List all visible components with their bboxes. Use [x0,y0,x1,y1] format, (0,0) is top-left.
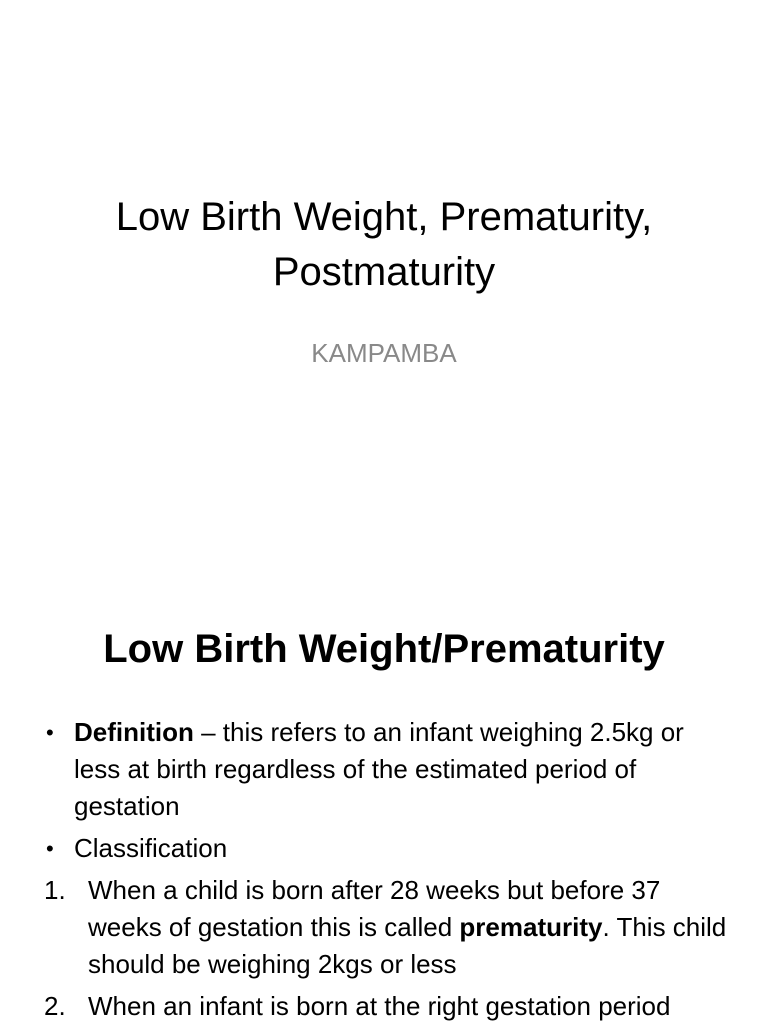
presentation-subtitle: KAMPAMBA [311,338,457,368]
list-item-definition [44,714,734,825]
list-item-2 [44,988,734,1024]
classification-text: Classification [74,833,228,863]
slide-body [44,714,734,1024]
definition-text: – this refers to an infant weighing 2.5kg or less at birth regardless of the estimated period of gestation [74,717,684,821]
title-line-1: Low Birth Weight, Prematurity, [115,195,653,239]
slide-title: Low Birth Weight/Prematurity [103,627,665,671]
title-line-2: Postmaturity [272,250,496,294]
bullet-marker: • [46,836,54,861]
number-marker: 1. [44,875,66,905]
number-marker: 2. [44,991,66,1021]
item-1-text-after: . This child should be weighing 2kgs or less [88,912,727,979]
definition-term: Definition [74,717,194,747]
presentation-title [40,190,728,300]
prematurity-term: prematurity [459,912,603,942]
item-1-text-before: When a child is born after 28 weeks but before 37 weeks of gestation this is called [88,875,661,942]
list-item-classification [44,830,734,867]
item-2-text: When an infant is born at the right gestation period [88,991,671,1021]
bullet-marker: • [46,720,54,745]
content-slide [0,576,768,1024]
list-item-1 [44,872,734,983]
